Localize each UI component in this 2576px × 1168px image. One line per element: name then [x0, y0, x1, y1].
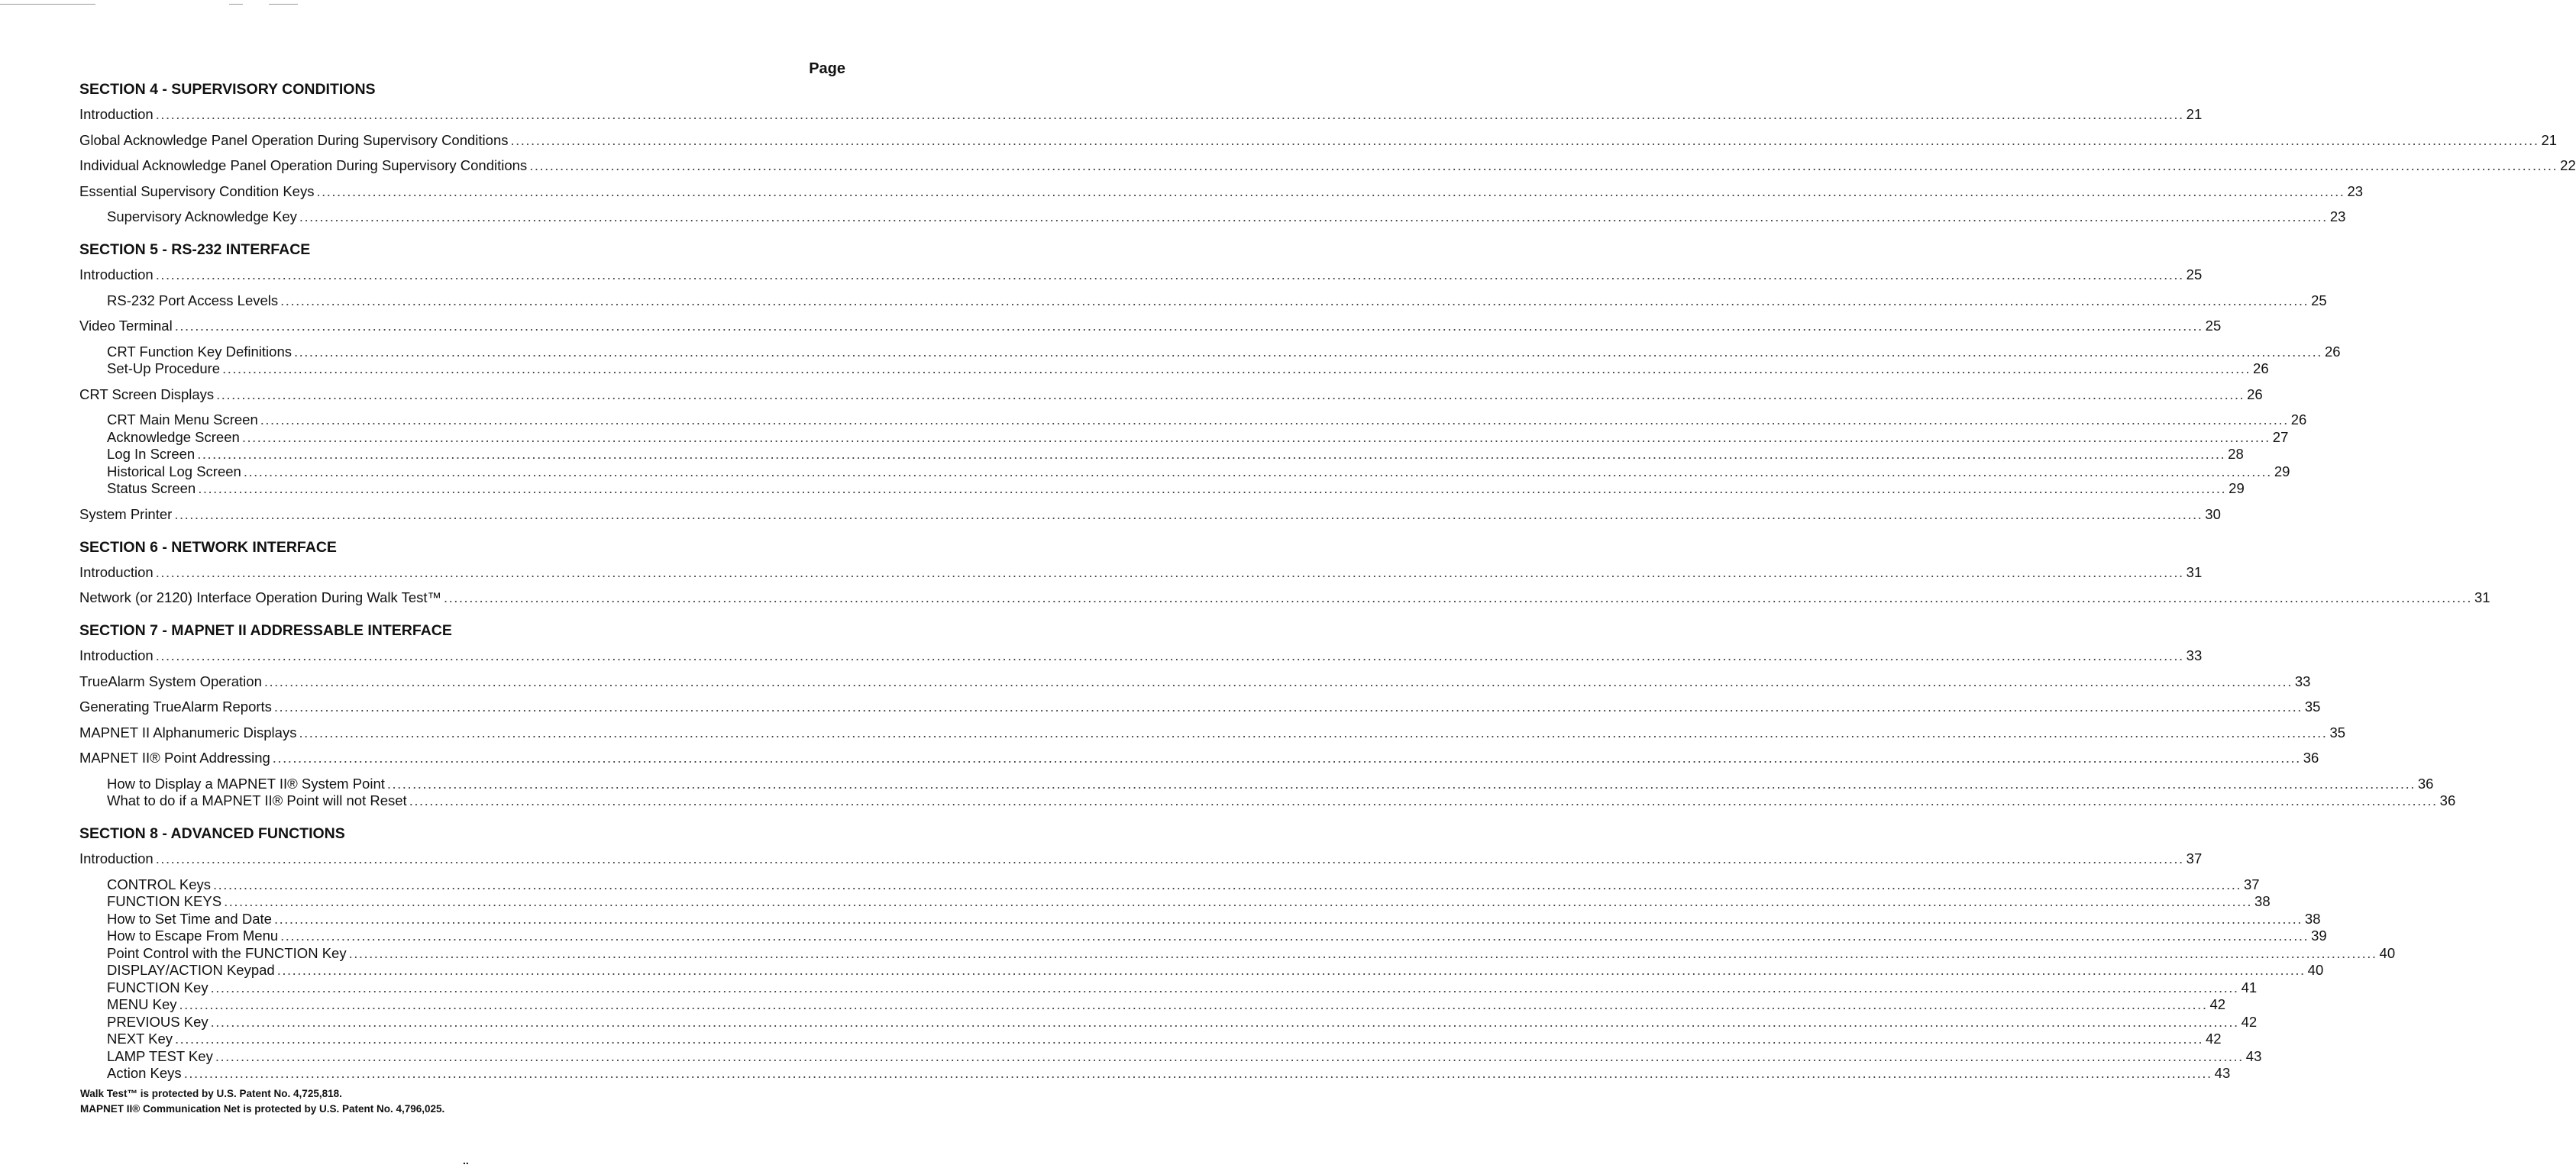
- toc-subentry: [79, 876, 2260, 893]
- toc-entry: [79, 182, 2364, 200]
- entry-title: Historical Log Screen: [107, 463, 241, 479]
- entry-page-number: 23: [2347, 182, 2364, 199]
- dot-leader: ................................................................................................................................................................................................................................................................................................................................................................................................................: [529, 157, 2558, 173]
- toc-entry: [79, 266, 2203, 283]
- toc-subentry: [79, 1047, 2262, 1065]
- dot-leader: ................................................................................................................................................................................................................................................................................................................................................................................................................: [241, 428, 2271, 445]
- toc-entry: [79, 750, 2319, 766]
- dot-leader: ................................................................................................................................................................................................................................................................................................................................................................................................................: [409, 792, 2438, 808]
- dot-leader: ................................................................................................................................................................................................................................................................................................................................................................................................................: [174, 318, 2203, 334]
- dot-leader: ................................................................................................................................................................................................................................................................................................................................................................................................................: [299, 724, 2328, 740]
- entry-title: Acknowledge Screen: [107, 428, 240, 445]
- entry-page-number: 22: [2560, 157, 2576, 173]
- dot-leader: ................................................................................................................................................................................................................................................................................................................................................................................................................: [263, 673, 2293, 689]
- toc-entry: [79, 724, 2346, 741]
- entry-page-number: 25: [2205, 318, 2222, 334]
- entry-page-number: 31: [2186, 563, 2203, 580]
- toc-entry: [79, 157, 2576, 174]
- toc-subentry: [79, 292, 2327, 309]
- toc-subentry: [79, 446, 2244, 463]
- dot-leader: ................................................................................................................................................................................................................................................................................................................................................................................................................: [348, 944, 2377, 961]
- section-title: SECTION 7 - MAPNET II ADDRESSABLE INTERFACE: [79, 622, 452, 639]
- entry-page-number: 39: [2311, 928, 2327, 944]
- entry-title: Introduction: [79, 850, 154, 866]
- entry-title: MENU Key: [107, 996, 177, 1012]
- entry-page-number: 36: [2417, 775, 2434, 792]
- toc-subentry: [79, 775, 2434, 792]
- entry-page-number: 27: [2272, 428, 2289, 445]
- dot-leader: ................................................................................................................................................................................................................................................................................................................................................................................................................: [174, 505, 2203, 522]
- dot-leader: ................................................................................................................................................................................................................................................................................................................................................................................................................: [444, 589, 2472, 605]
- dot-leader: ................................................................................................................................................................................................................................................................................................................................................................................................................: [280, 292, 2309, 308]
- entry-title: What to do if a MAPNET II® Point will not Reset: [107, 792, 407, 808]
- dot-leader: ................................................................................................................................................................................................................................................................................................................................................................................................................: [386, 775, 2416, 792]
- entry-title: CONTROL Keys: [107, 876, 212, 892]
- entry-page-number: 23: [2329, 208, 2346, 224]
- dot-leader: ................................................................................................................................................................................................................................................................................................................................................................................................................: [224, 893, 2253, 909]
- toc-subentry: [79, 893, 2271, 910]
- table-of-contents: [79, 79, 2576, 1091]
- entry-page-number: 21: [2186, 106, 2203, 122]
- entry-title: Status Screen: [107, 480, 196, 496]
- page-column-heading: Page: [809, 60, 845, 77]
- section-title: SECTION 6 - NETWORK INTERFACE: [79, 538, 337, 556]
- toc-subentry: [79, 463, 2290, 480]
- toc-subentry: [79, 480, 2245, 497]
- entry-page-number: 36: [2439, 792, 2456, 808]
- entry-page-number: 31: [2474, 589, 2490, 605]
- toc-subentry: [79, 792, 2456, 809]
- entry-page-number: 35: [2304, 699, 2321, 715]
- dot-leader: ................................................................................................................................................................................................................................................................................................................................................................................................................: [293, 343, 2322, 360]
- dot-leader: ................................................................................................................................................................................................................................................................................................................................................................................................................: [213, 876, 2241, 892]
- toc-entry: [79, 699, 2321, 715]
- toc-entry: [79, 386, 2263, 403]
- entry-title: Point Control with the FUNCTION Key: [107, 944, 347, 961]
- footnote: Walk Test™ is protected by U.S. Patent No. 4,725,818.: [80, 1088, 342, 1099]
- dot-leader: ................................................................................................................................................................................................................................................................................................................................................................................................................: [222, 360, 2251, 376]
- dot-leader: ................................................................................................................................................................................................................................................................................................................................................................................................................: [272, 750, 2301, 766]
- toc-entry: [79, 505, 2221, 523]
- entry-title: NEXT Key: [107, 1031, 173, 1047]
- entry-page-number: 30: [2205, 505, 2221, 522]
- toc-subentry: [79, 944, 2396, 962]
- entry-title: PREVIOUS Key: [107, 1013, 208, 1030]
- section-title: SECTION 4 - SUPERVISORY CONDITIONS: [79, 81, 376, 98]
- dot-leader: ................................................................................................................................................................................................................................................................................................................................................................................................................: [155, 647, 2184, 663]
- entry-title: Network (or 2120) Interface Operation During Walk Test™: [79, 589, 441, 605]
- dot-leader: ................................................................................................................................................................................................................................................................................................................................................................................................................: [215, 1047, 2244, 1064]
- toc-entry: [79, 850, 2203, 867]
- entry-title: System Printer: [79, 505, 173, 522]
- entry-title: Set-Up Procedure: [107, 360, 221, 376]
- scan-artifact: [269, 4, 298, 5]
- toc-subentry: [79, 1013, 2258, 1031]
- toc-entry: [79, 673, 2311, 690]
- dot-leader: ................................................................................................................................................................................................................................................................................................................................................................................................................: [183, 1065, 2212, 1081]
- entry-title: Introduction: [79, 563, 154, 580]
- entry-title: CRT Main Menu Screen: [107, 411, 258, 428]
- entry-title: Action Keys: [107, 1065, 182, 1081]
- entry-title: Introduction: [79, 106, 154, 122]
- entry-page-number: 42: [2206, 1031, 2222, 1047]
- toc-entry: [79, 647, 2203, 664]
- dot-leader: ................................................................................................................................................................................................................................................................................................................................................................................................................: [276, 962, 2306, 978]
- toc-subentry: [79, 428, 2289, 446]
- entry-title: Introduction: [79, 266, 154, 282]
- dot-leader: ................................................................................................................................................................................................................................................................................................................................................................................................................: [316, 182, 2345, 199]
- entry-title: CRT Function Key Definitions: [107, 343, 292, 360]
- entry-title: CRT Screen Displays: [79, 386, 215, 402]
- entry-page-number: 28: [2228, 446, 2244, 462]
- dot-leader: ................................................................................................................................................................................................................................................................................................................................................................................................................: [510, 131, 2539, 148]
- entry-page-number: 40: [2379, 944, 2396, 961]
- dot-leader: ................................................................................................................................................................................................................................................................................................................................................................................................................: [198, 480, 2227, 496]
- entry-title: FUNCTION Key: [107, 979, 208, 995]
- toc-subentry: [79, 962, 2324, 979]
- entry-page-number: 42: [2209, 996, 2226, 1012]
- dot-leader: ................................................................................................................................................................................................................................................................................................................................................................................................................: [210, 1013, 2239, 1030]
- entry-page-number: 29: [2274, 463, 2290, 479]
- dot-leader: ................................................................................................................................................................................................................................................................................................................................................................................................................: [155, 266, 2184, 282]
- dot-leader: ................................................................................................................................................................................................................................................................................................................................................................................................................: [280, 928, 2309, 944]
- entry-title: Introduction: [79, 647, 154, 663]
- dot-leader: ................................................................................................................................................................................................................................................................................................................................................................................................................: [155, 563, 2184, 580]
- dot-leader: ................................................................................................................................................................................................................................................................................................................................................................................................................: [197, 446, 2226, 462]
- entry-page-number: 29: [2229, 480, 2245, 496]
- dot-leader: ................................................................................................................................................................................................................................................................................................................................................................................................................: [179, 996, 2208, 1012]
- dot-leader: ................................................................................................................................................................................................................................................................................................................................................................................................................: [175, 1031, 2203, 1047]
- toc-subentry: [79, 979, 2258, 996]
- entry-page-number: 26: [2290, 411, 2307, 428]
- entry-page-number: 25: [2186, 266, 2203, 282]
- entry-title: DISPLAY/ACTION Keypad: [107, 962, 275, 978]
- toc-entry: [79, 106, 2203, 123]
- dot-leader: ................................................................................................................................................................................................................................................................................................................................................................................................................: [210, 979, 2239, 995]
- entry-page-number: 36: [2303, 750, 2319, 766]
- dot-leader: ................................................................................................................................................................................................................................................................................................................................................................................................................: [155, 106, 2184, 122]
- entry-page-number: 26: [2253, 360, 2269, 376]
- toc-subentry: [79, 343, 2341, 360]
- entry-page-number: 25: [2311, 292, 2327, 308]
- entry-title: Supervisory Acknowledge Key: [107, 208, 297, 224]
- page-footer-mark: ..: [463, 1154, 469, 1166]
- entry-page-number: 41: [2241, 979, 2258, 995]
- dot-leader: ................................................................................................................................................................................................................................................................................................................................................................................................................: [243, 463, 2272, 479]
- entry-page-number: 43: [2214, 1065, 2231, 1081]
- entry-title: How to Escape From Menu: [107, 928, 279, 944]
- entry-title: Essential Supervisory Condition Keys: [79, 182, 315, 199]
- entry-title: Generating TrueAlarm Reports: [79, 699, 272, 715]
- entry-page-number: 38: [2254, 893, 2271, 909]
- entry-title: MAPNET II Alphanumeric Displays: [79, 724, 297, 740]
- entry-title: How to Set Time and Date: [107, 910, 272, 927]
- dot-leader: ................................................................................................................................................................................................................................................................................................................................................................................................................: [155, 850, 2184, 866]
- dot-leader: ................................................................................................................................................................................................................................................................................................................................................................................................................: [273, 699, 2303, 715]
- entry-page-number: 33: [2186, 647, 2203, 663]
- toc-subentry: [79, 928, 2327, 944]
- toc-subentry: [79, 411, 2307, 428]
- toc-subentry: [79, 996, 2226, 1013]
- entry-page-number: 26: [2324, 343, 2341, 360]
- entry-page-number: 37: [2186, 850, 2203, 866]
- entry-title: Global Acknowledge Panel Operation During Supervisory Conditions: [79, 131, 509, 148]
- toc-subentry: [79, 1031, 2222, 1047]
- toc-subentry: [79, 910, 2321, 928]
- entry-page-number: 43: [2245, 1047, 2262, 1064]
- toc-entry: [79, 131, 2558, 149]
- scan-artifact: [0, 4, 95, 5]
- dot-leader: ................................................................................................................................................................................................................................................................................................................................................................................................................: [260, 411, 2289, 428]
- entry-page-number: 26: [2247, 386, 2263, 402]
- scan-artifact: [229, 4, 243, 5]
- footnotes: [80, 1086, 444, 1117]
- entry-page-number: 40: [2307, 962, 2324, 978]
- entry-page-number: 42: [2241, 1013, 2258, 1030]
- entry-title: FUNCTION KEYS: [107, 893, 222, 909]
- entry-title: LAMP TEST Key: [107, 1047, 213, 1064]
- entry-page-number: 33: [2294, 673, 2311, 689]
- entry-page-number: 37: [2244, 876, 2260, 892]
- toc-subentry: [79, 1065, 2231, 1082]
- entry-page-number: 35: [2329, 724, 2346, 740]
- dot-leader: ................................................................................................................................................................................................................................................................................................................................................................................................................: [299, 208, 2328, 224]
- entry-page-number: 38: [2304, 910, 2321, 927]
- section-title: SECTION 5 - RS-232 INTERFACE: [79, 241, 311, 258]
- dot-leader: ................................................................................................................................................................................................................................................................................................................................................................................................................: [273, 910, 2303, 927]
- entry-title: Video Terminal: [79, 318, 173, 334]
- toc-subentry: [79, 360, 2269, 377]
- dot-leader: ................................................................................................................................................................................................................................................................................................................................................................................................................: [216, 386, 2245, 402]
- entry-page-number: 21: [2541, 131, 2558, 148]
- entry-title: RS-232 Port Access Levels: [107, 292, 279, 308]
- footnote: MAPNET II® Communication Net is protected by U.S. Patent No. 4,796,025.: [80, 1103, 445, 1115]
- entry-title: Individual Acknowledge Panel Operation During Supervisory Conditions: [79, 157, 528, 173]
- entry-title: Log In Screen: [107, 446, 196, 462]
- entry-title: TrueAlarm System Operation: [79, 673, 262, 689]
- toc-entry: [79, 589, 2490, 606]
- toc-subentry: [79, 208, 2346, 225]
- toc-entry: [79, 318, 2222, 334]
- toc-entry: [79, 563, 2203, 581]
- entry-title: MAPNET II® Point Addressing: [79, 750, 270, 766]
- section-title: SECTION 8 - ADVANCED FUNCTIONS: [79, 825, 345, 842]
- entry-title: How to Display a MAPNET II® System Point: [107, 775, 385, 792]
